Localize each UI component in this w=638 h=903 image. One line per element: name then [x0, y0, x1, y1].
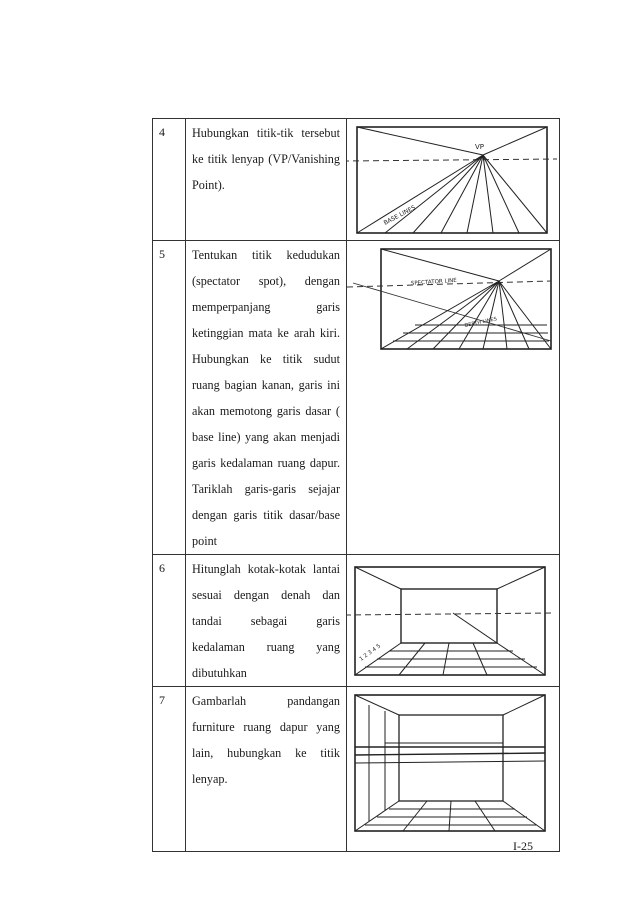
steps-table [152, 118, 560, 852]
step-row-7 [153, 687, 560, 852]
count-marks: 1 2 3 4 5 [358, 643, 382, 663]
step-number: 7 [153, 687, 186, 852]
vp-label: VP [475, 143, 485, 151]
step-sketch [347, 119, 560, 241]
kitchen-furniture-sketch [347, 687, 559, 837]
step-description: Tentukan titik kedudukan (spectator spot), dengan memperpanjang garis ketinggian mata ke arah kiri. Hubungkan ke titik sudut ruang bagian kanan, garis ini akan memotong garis dasar ( base line) yang akan menjadi garis kedalaman ruang dapur. Tariklah garis-garis sejajar dengan garis titik dasar/base point [186, 241, 347, 555]
step-row-6 [153, 555, 560, 687]
step-row-5 [153, 241, 560, 555]
floor-grid-sketch [347, 555, 559, 682]
step-number: 5 [153, 241, 186, 555]
step-description: Hubungkan titik-tik tersebut ke titik lenyap (VP/Vanishing Point). [186, 119, 347, 241]
step-number: 6 [153, 555, 186, 687]
page-number: I-25 [513, 839, 533, 853]
base-lines-label: BASE LINES [382, 204, 417, 227]
step-sketch [347, 555, 560, 687]
spectator-spot-sketch [347, 241, 559, 361]
depth-lines-label: DEPTH LINES [464, 316, 498, 329]
vanishing-lines-sketch [347, 119, 559, 241]
step-description: Gambarlah pandangan furniture ruang dapur yang lain, hubungkan ke titik lenyap. [186, 687, 347, 852]
step-number: 4 [153, 119, 186, 241]
step-sketch [347, 241, 560, 555]
step-sketch [347, 687, 560, 852]
step-row-4 [153, 119, 560, 241]
step-description: Hitunglah kotak-kotak lantai sesuai dengan denah dan tandai sebagai garis kedalaman ruang yang dibutuhkan [186, 555, 347, 687]
spectator-line-label: SPECTATOR LINE [410, 277, 457, 287]
